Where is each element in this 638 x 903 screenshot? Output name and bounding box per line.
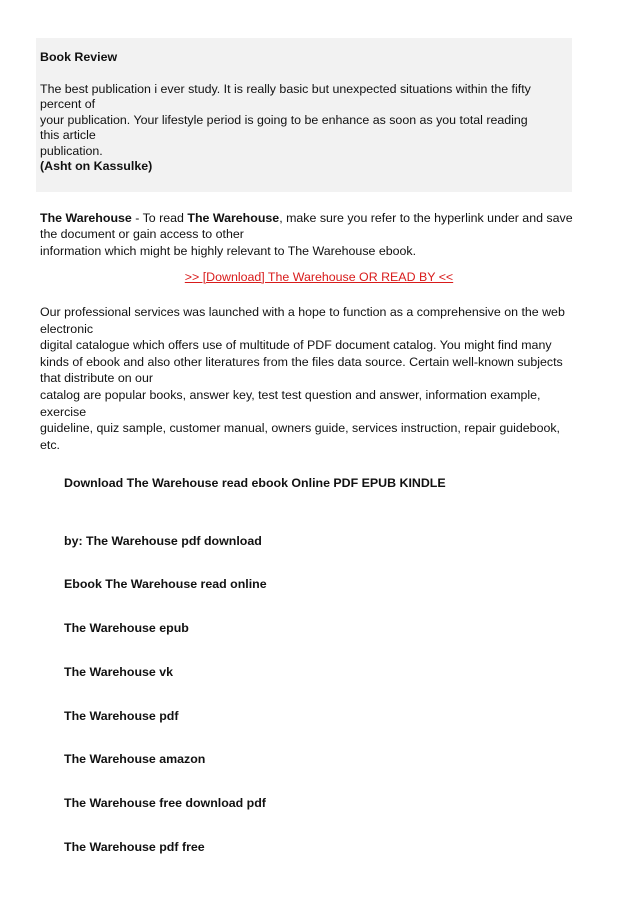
intro-text: , make sure you refer to the hyperlink under and save <box>279 211 573 225</box>
download-link-item[interactable]: Ebook The Warehouse read online <box>64 577 267 591</box>
download-link[interactable]: >> [Download] The Warehouse OR READ BY << <box>184 270 454 284</box>
description-line: catalog are popular books, answer key, test test question and answer, information example, <box>40 387 541 402</box>
review-line: percent of <box>40 97 96 111</box>
description-line: kinds of ebook and also other literatures from the files data source. Certain well-known subjects <box>40 354 563 369</box>
review-title: Book Review <box>40 50 118 64</box>
book-title: The Warehouse <box>187 211 280 225</box>
review-body <box>40 82 568 175</box>
download-link-item[interactable]: The Warehouse free download pdf <box>64 796 266 810</box>
description-line: digital catalogue which offers use of multitude of PDF document catalog. You might find many <box>40 338 552 353</box>
download-link-item[interactable]: The Warehouse amazon <box>64 752 206 766</box>
intro-paragraph <box>40 210 600 259</box>
review-line: your publication. Your lifestyle period is going to be enhance as soon as you total reading <box>40 112 528 127</box>
description-line: etc. <box>40 437 60 452</box>
description-line: Our professional services was launched with a hope to function as a comprehensive on the web <box>40 305 565 319</box>
download-link-item[interactable]: Download The Warehouse read ebook Online PDF EPUB KINDLE <box>64 476 446 490</box>
download-link-item[interactable]: by: The Warehouse pdf download <box>64 534 262 548</box>
description-line: exercise <box>40 404 87 419</box>
review-line: this article <box>40 128 96 142</box>
intro-line <box>40 210 600 226</box>
description-paragraph <box>40 304 600 453</box>
description-line: guideline, quiz sample, customer manual, owners guide, services instruction, repair guidebook, <box>40 421 560 436</box>
intro-line: the document or gain access to other <box>40 227 244 242</box>
download-link-item[interactable]: The Warehouse vk <box>64 665 174 679</box>
download-link-item[interactable]: The Warehouse pdf <box>64 709 179 723</box>
review-line: The best publication i ever study. It is really basic but unexpected situations within the fifty <box>40 81 531 96</box>
download-link-item[interactable]: The Warehouse pdf free <box>64 840 205 854</box>
review-author: (Asht on Kassulke) <box>40 159 153 173</box>
intro-line: information which might be highly relevant to The Warehouse ebook. <box>40 243 417 258</box>
review-line: publication. <box>40 143 103 158</box>
book-review-box <box>36 38 572 192</box>
description-line: electronic <box>40 321 94 336</box>
description-line: that distribute on our <box>40 371 153 386</box>
intro-text: - To read <box>131 211 188 225</box>
book-title: The Warehouse <box>40 211 132 225</box>
download-link-item[interactable]: The Warehouse epub <box>64 621 189 635</box>
